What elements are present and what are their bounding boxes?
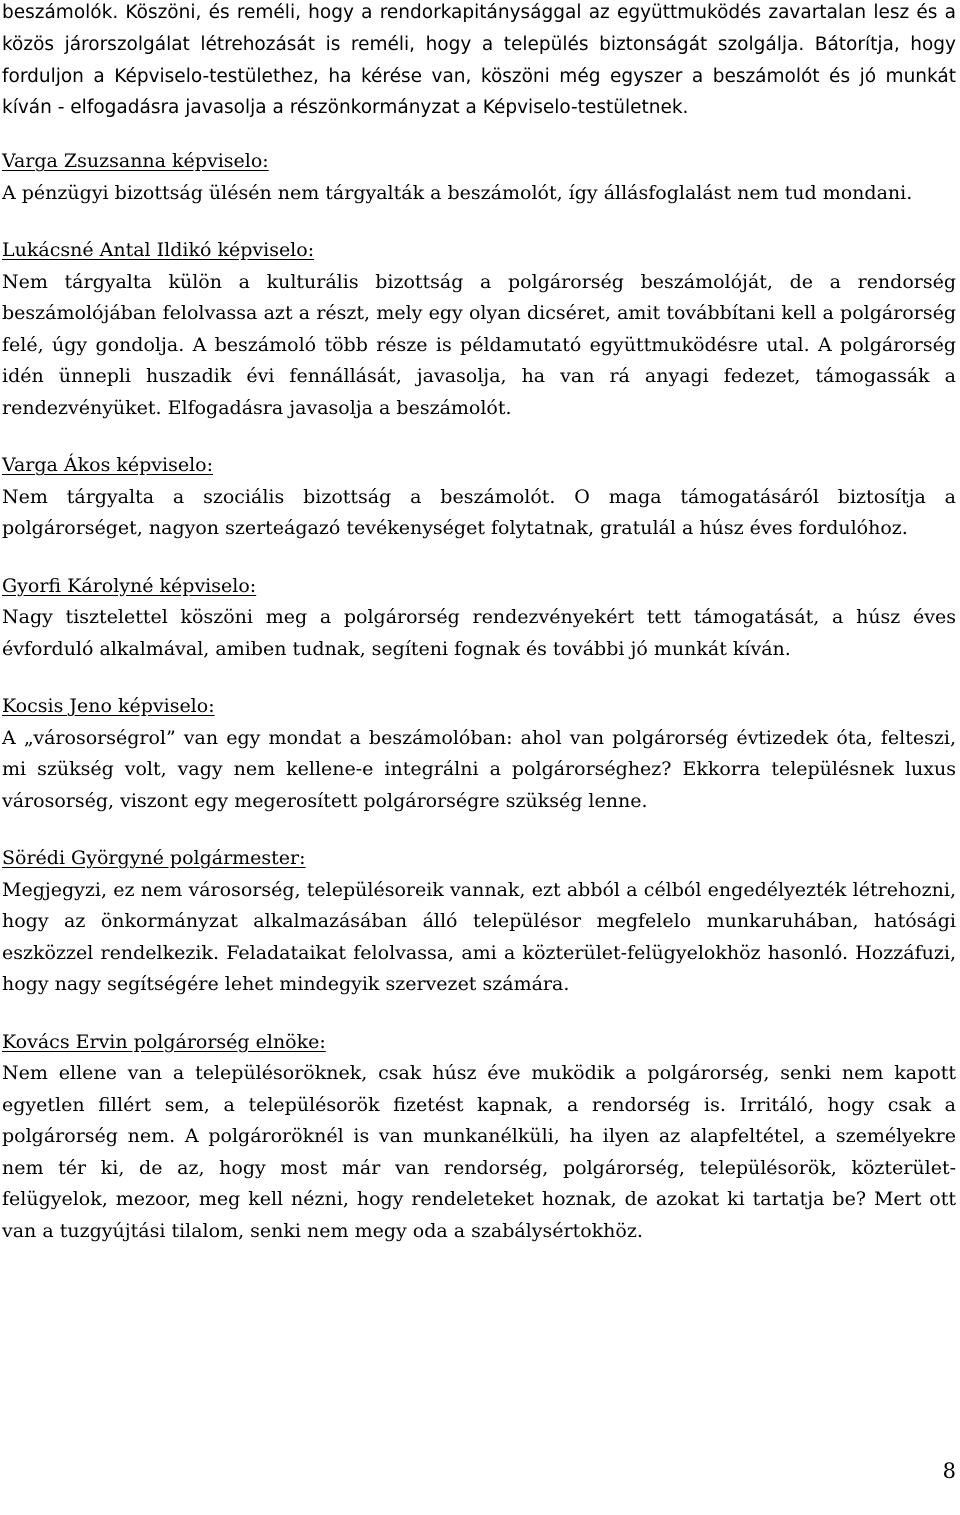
- speech-text: Nem ellene van a településoröknek, csak húsz éve muködik a polgárorség, senki nem kapott egyetlen fillért sem, a településorök fizetést kapnak, a rendorség is. Irritáló, hogy csak a polgárorség nem. A polgároröknél is van munkanélküli, ha ilyen az alapfeltétel, a személyekre nem tér ki, de az, hogy most már van rendorség, polgárorség, településorök, közterület-felügyelok, mezoor, meg kell nézni, hogy rendeleteket hoznak, de azokat ki tartatja be? Mert ott van a tuzgyújtási tilalom, senki nem megy oda a szabálysértokhöz.: [2, 1062, 956, 1242]
- speech-section: [2, 571, 956, 666]
- speech-section: [2, 843, 956, 1001]
- speech-section: [2, 235, 956, 424]
- speech-section: [2, 146, 956, 209]
- speech-section: [2, 1027, 956, 1248]
- speech-text: Nem tárgyalta a szociális bizottság a beszámolót. O maga támogatásáról biztosítja a polgárorséget, nagyon szerteágazó tevékenységet folytatnak, gratulál a húsz éves fordulóhoz.: [2, 485, 956, 540]
- speaker-name: Varga Zsuzsanna képviselo:: [2, 150, 269, 173]
- page-number: 8: [942, 1459, 956, 1483]
- speech-text: Nem tárgyalta külön a kulturális bizottság a polgárorség beszámolóját, de a rendorség beszámolójában felolvassa azt a részt, mely egy olyan dicséret, amit továbbítani kell a polgárorség felé, úgy gondolja. A beszámoló több része is példamutató együttmuködésre utal. A polgárorség idén ünnepli huszadik évi fennállását, javasolja, ha van rá anyagi fedezet, támogassák a rendezvényüket. Elfogadásra javasolja a beszámolót.: [2, 270, 956, 419]
- speaker-name: Kovács Ervin polgárorség elnöke:: [2, 1030, 326, 1053]
- speech-text: A pénzügyi bizottság ülésén nem tárgyalták a beszámolót, így állásfoglalást nem tud mondani.: [2, 181, 913, 204]
- intro-paragraph: beszámolók. Köszöni, és reméli, hogy a rendorkapitánysággal az együttmuködés zavartalan lesz és a közös járorszolgálat létrehozását is reméli, hogy a település biztonságát szolgálja. Bátorítja, hogy forduljon a Képviselo-testülethez, ha kérése van, köszöni még egyszer a beszámolót és jó munkát kíván - elfogadásra javasolja a részönkormányzat a Képviselo-testületnek.: [2, 2, 956, 119]
- speech-text: Nagy tisztelettel köszöni meg a polgárorség rendezvényekért tett támogatását, a húsz éves évforduló alkalmával, amiben tudnak, segíteni fognak és további jó munkát kíván.: [2, 606, 956, 660]
- speaker-name: Kocsis Jeno képviselo:: [2, 695, 215, 718]
- speaker-name: Sörédi Györgyné polgármester:: [2, 847, 306, 870]
- speaker-name: Gyorfi Károlyné képviselo:: [2, 574, 257, 597]
- speaker-name: Varga Ákos képviselo:: [2, 454, 214, 477]
- speech-text: A „városorségrol” van egy mondat a beszámolóban: ahol van polgárorség évtizedek óta, felteszi, mi szükség volt, vagy nem kellene-e integrálni a polgárorséghez? Ekkorra településnek luxus városorség, viszont egy megerosített polgárorségre szükség lenne.: [2, 726, 956, 812]
- speaker-name: Lukácsné Antal Ildikó képviselo:: [2, 239, 315, 262]
- speech-section: [2, 450, 956, 545]
- speech-text: Megjegyzi, ez nem városorség, településoreik vannak, ezt abból a célból engedélyezték létrehozni, hogy az önkormányzat alkalmazásában álló településor megfelelo munkaruhában, hatósági eszközzel rendelkezik. Feladataikat felolvassa, ami a közterület-felügyelokhöz hasonló. Hozzáfuzi, hogy nagy segítségére lehet mindegyik szervezet számára.: [2, 878, 956, 996]
- speech-section: [2, 691, 956, 817]
